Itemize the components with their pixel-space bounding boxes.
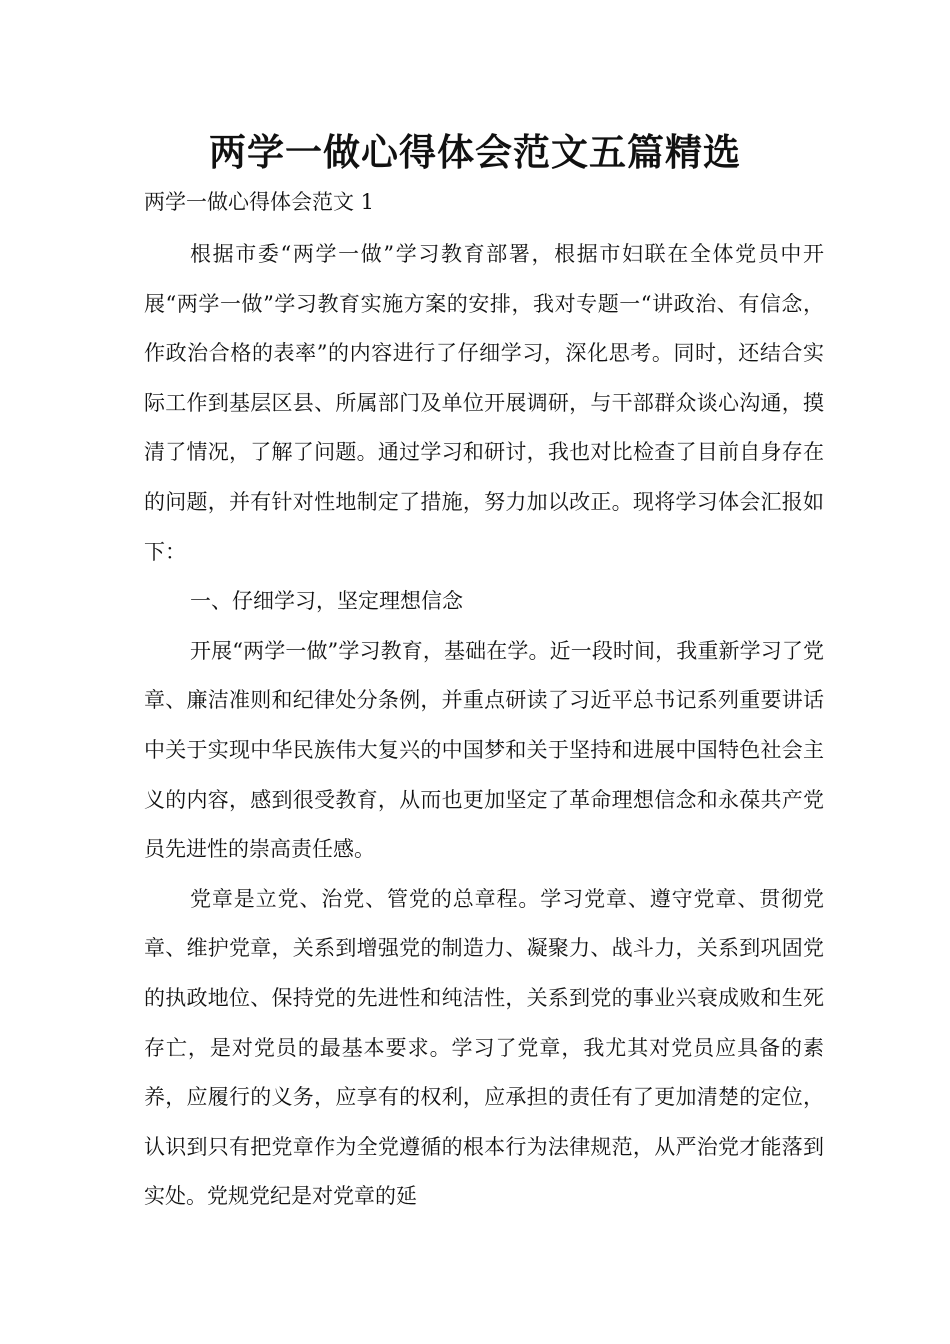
paragraph-intro: 根据市委“两学一做”学习教育部署，根据市妇联在全体党员中开展“两学一做”学习教育实施方案的安排，我对专题一“讲政治、有信念，作政治合格的表率”的内容进行了仔细学习，深化思考。同时，还结合实际工作到基层区县、所属部门及单位开展调研，与干部群众谈心沟通，摸清了情况，了解了问题。通过学习和研讨，我也对比检查了目前自身存在的问题，并有针对性地制定了措施，努力加以改正。现将学习体会汇报如下：: [144, 242, 824, 564]
section-subtitle: 两学一做心得体会范文 1: [144, 190, 375, 214]
paragraph-party-constitution: 党章是立党、治党、管党的总章程。学习党章、遵守党章、贯彻党章、维护党章，关系到增强党的制造力、凝聚力、战斗力，关系到巩固党的执政地位、保持党的先进性和纯洁性，关系到党的事业兴衰成败和生死存亡，是对党员的最基本要求。学习了党章，我尤其对党员应具备的素养，应履行的义务，应享有的权利，应承担的责任有了更加清楚的定位，认识到只有把党章作为全党遵循的根本行为法律规范，从严治党才能落到实处。党规党纪是对党章的延: [144, 886, 824, 1209]
document-title: 两学一做心得体会范文五篇精选: [209, 130, 741, 174]
paragraph-study: 开展“两学一做”学习教育，基础在学。近一段时间，我重新学习了党章、廉洁准则和纪律处分条例，并重点研读了习近平总书记系列重要讲话中关于实现中华民族伟大复兴的中国梦和关于坚持和进展中国特色社会主义的内容，感到很受教育，从而也更加坚定了革命理想信念和永葆共产党员先进性的崇高责任感。: [144, 638, 824, 862]
document-body: [144, 230, 824, 1222]
paragraph-heading-one: 一、仔细学习，坚定理想信念: [190, 589, 463, 614]
